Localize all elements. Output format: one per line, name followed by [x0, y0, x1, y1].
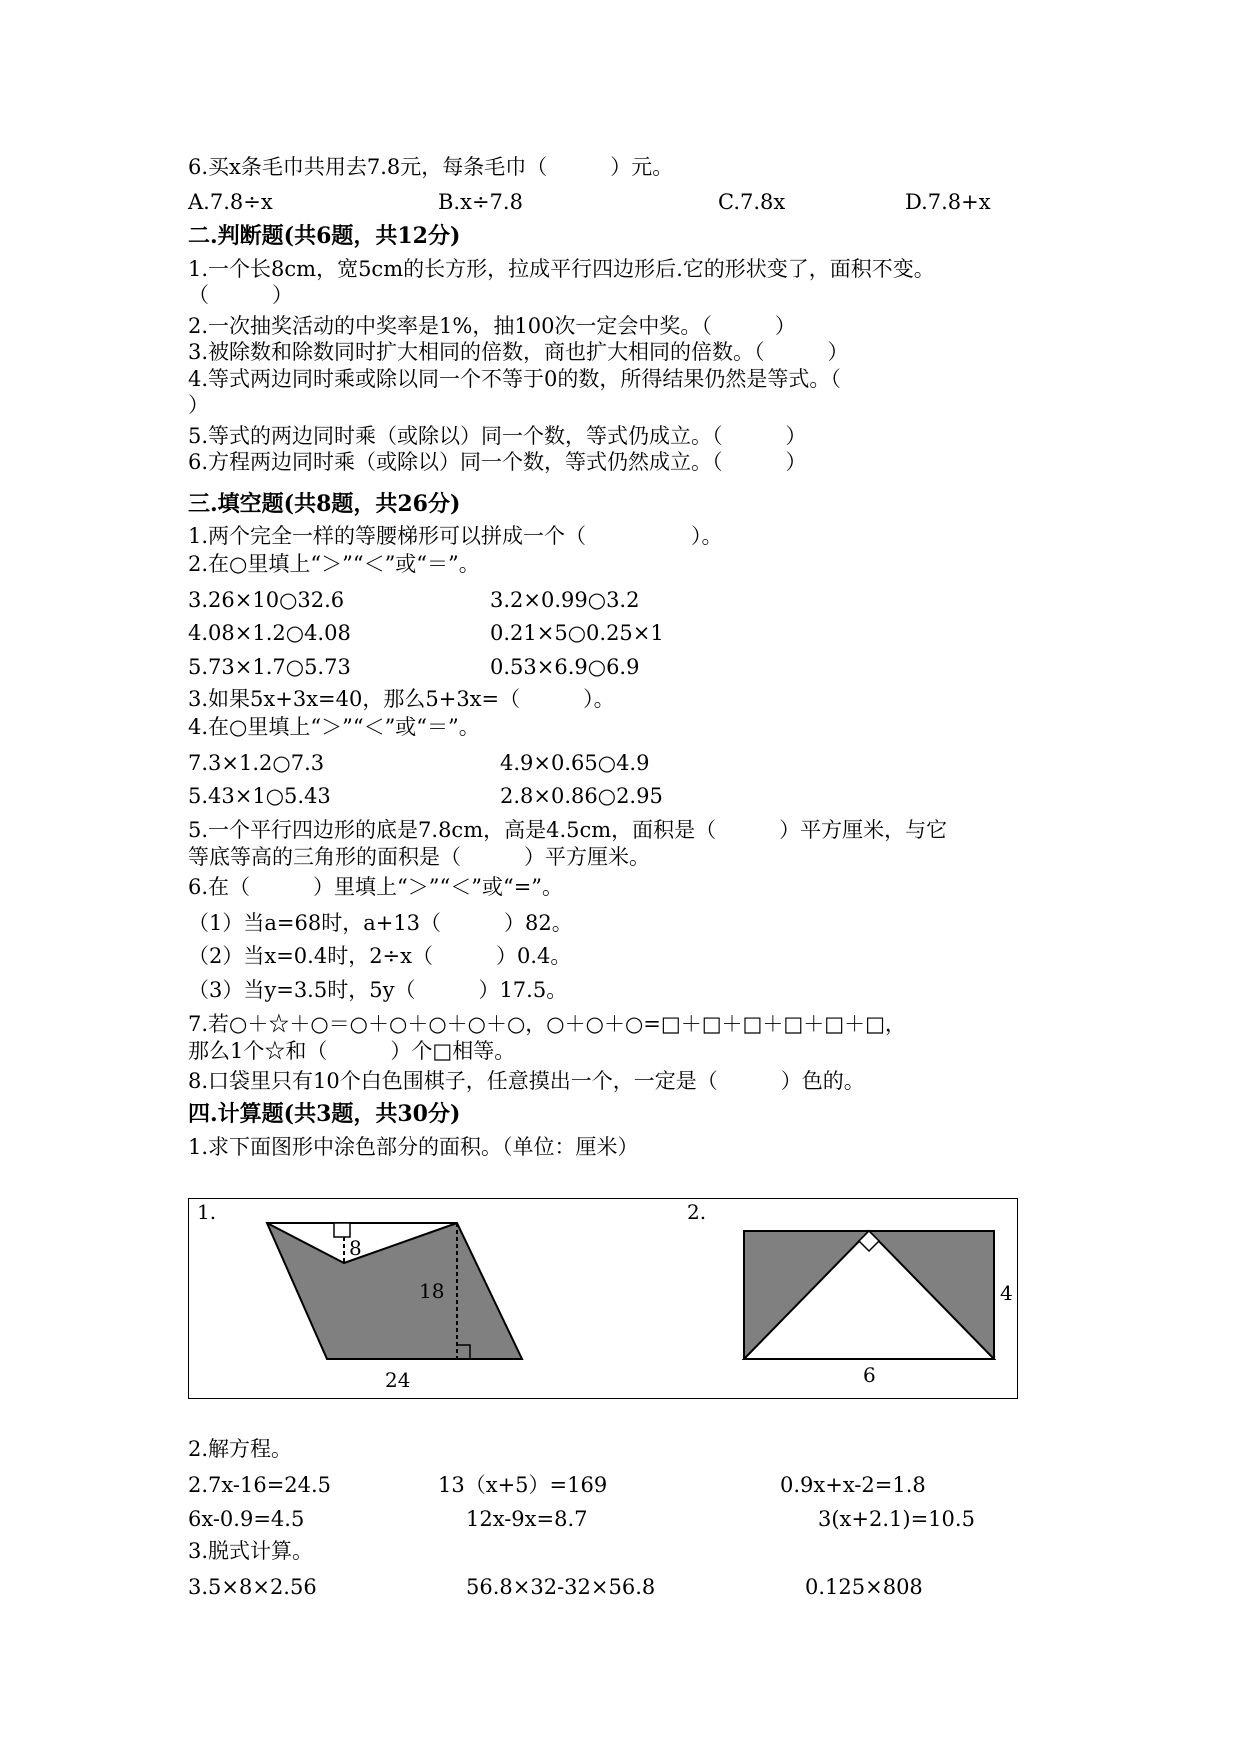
fill-q2-r2-right: 0.21×5○0.25×1 — [490, 621, 664, 645]
fill-q4-r2-left: 5.43×1○5.43 — [188, 784, 331, 808]
fill-q2-r2-left: 4.08×1.2○4.08 — [188, 621, 351, 645]
judge-q2: 2.一次抽奖活动的中奖率是1%，抽100次一定会中奖。（ ） — [188, 314, 796, 338]
fill-q7-line1: 7.若○＋☆＋○＝○＋○＋○＋○＋○，○＋○＋○=□＋□＋□＋□＋□＋□， — [188, 1012, 906, 1036]
judge-q6: 6.方程两边同时乘（或除以）同一个数，等式仍然成立。（ ） — [188, 450, 807, 474]
fig1-right-angle-top — [334, 1223, 350, 1237]
judge-q5: 5.等式的两边同时乘（或除以）同一个数，等式仍成立。（ ） — [188, 424, 807, 448]
eq-r1-c2: 13（x+5）=169 — [438, 1473, 608, 1497]
fill-q3: 3.如果5x+3x=40，那么5+3x=（ ）。 — [188, 687, 615, 711]
choice-option-c: C.7.8x — [718, 190, 786, 214]
fill-q4-r1-right: 4.9×0.65○4.9 — [500, 751, 650, 775]
eq-r2-c3: 3(x+2.1)=10.5 — [818, 1507, 975, 1531]
eq-r1-c1: 2.7x-16=24.5 — [188, 1473, 332, 1497]
fig1-number-label: 1. — [197, 1200, 217, 1224]
choice-option-d: D.7.8+x — [905, 190, 991, 214]
fill-q4-r2-right: 2.8×0.86○2.95 — [500, 784, 663, 808]
choice-q6: 6.买x条毛巾共用去7.8元，每条毛巾（ ）元。 — [188, 155, 674, 179]
section3-heading: 三.填空题(共8题，共26分) — [188, 491, 461, 517]
area-figure-box — [188, 1198, 1018, 1399]
fill-q4-r1-left: 7.3×1.2○7.3 — [188, 751, 325, 775]
eq-r2-c1: 6x-0.9=4.5 — [188, 1507, 305, 1531]
fill-q8: 8.口袋里只有10个白色围棋子，任意摸出一个，一定是（ ）色的。 — [188, 1069, 865, 1093]
choice-option-a: A.7.8÷x — [188, 190, 273, 214]
calc-q2: 2.解方程。 — [188, 1437, 293, 1461]
section2-heading: 二.判断题(共6题，共12分) — [188, 223, 461, 249]
calc-expr-2: 56.8×32-32×56.8 — [466, 1575, 656, 1599]
eq-r2-c2: 12x-9x=8.7 — [466, 1507, 588, 1531]
choice-option-b: B.x÷7.8 — [438, 190, 523, 214]
judge-q4: 4.等式两边同时乘或除以同一个不等于0的数，所得结果仍然是等式。（ — [188, 367, 841, 391]
fig1-label-24: 24 — [385, 1368, 411, 1392]
fill-q2-r1-right: 3.2×0.99○3.2 — [490, 588, 640, 612]
fill-q5-line1: 5.一个平行四边形的底是7.8cm，高是4.5cm，面积是（ ）平方厘米，与它 — [188, 818, 948, 842]
fill-q2-r1-left: 3.26×10○32.6 — [188, 588, 345, 612]
judge-q4-bracket: ） — [188, 393, 209, 417]
calc-expr-3: 0.125×808 — [805, 1575, 923, 1599]
fill-q2-r3-left: 5.73×1.7○5.73 — [188, 655, 351, 679]
judge-q3: 3.被除数和除数同时扩大相同的倍数，商也扩大相同的倍数。（ ） — [188, 340, 849, 364]
fig2-number-label: 2. — [687, 1200, 707, 1224]
fig2-label-4: 4 — [1000, 1281, 1013, 1305]
area-figure-svg — [189, 1199, 1019, 1400]
fig2-label-6: 6 — [863, 1363, 876, 1387]
fill-q7-line2: 那么1个☆和（ ）个□相等。 — [188, 1039, 516, 1063]
section4-heading: 四.计算题(共3题，共30分) — [188, 1101, 461, 1127]
fill-q1: 1.两个完全一样的等腰梯形可以拼成一个（ ）。 — [188, 524, 723, 548]
judge-q1: 1.一个长8cm，宽5cm的长方形，拉成平行四边形后.它的形状变了，面积不变。 — [188, 257, 935, 281]
calc-expr-1: 3.5×8×2.56 — [188, 1575, 317, 1599]
fill-q5-line2: 等底等高的三角形的面积是（ ）平方厘米。 — [188, 845, 650, 869]
fig1-label-18: 18 — [419, 1279, 445, 1303]
calc-q1: 1.求下面图形中涂色部分的面积。（单位：厘米） — [188, 1135, 639, 1159]
fill-q4: 4.在○里填上“＞”“＜”或“＝”。 — [188, 715, 480, 739]
fill-q6-item2: （2）当x=0.4时，2÷x（ ）0.4。 — [188, 944, 572, 968]
fig1-label-8: 8 — [349, 1236, 362, 1260]
eq-r1-c3: 0.9x+x-2=1.8 — [780, 1473, 926, 1497]
judge-q1-bracket: （ ） — [188, 283, 293, 307]
fill-q6-item3: （3）当y=3.5时，5y（ ）17.5。 — [188, 978, 568, 1002]
calc-q3: 3.脱式计算。 — [188, 1539, 314, 1563]
fill-q2-r3-right: 0.53×6.9○6.9 — [490, 655, 640, 679]
fill-q6-item1: （1）当a=68时，a+13（ ）82。 — [188, 911, 573, 935]
fill-q2: 2.在○里填上“＞”“＜”或“＝”。 — [188, 552, 480, 576]
fill-q6: 6.在（ ）里填上“＞”“＜”或“=”。 — [188, 875, 564, 899]
